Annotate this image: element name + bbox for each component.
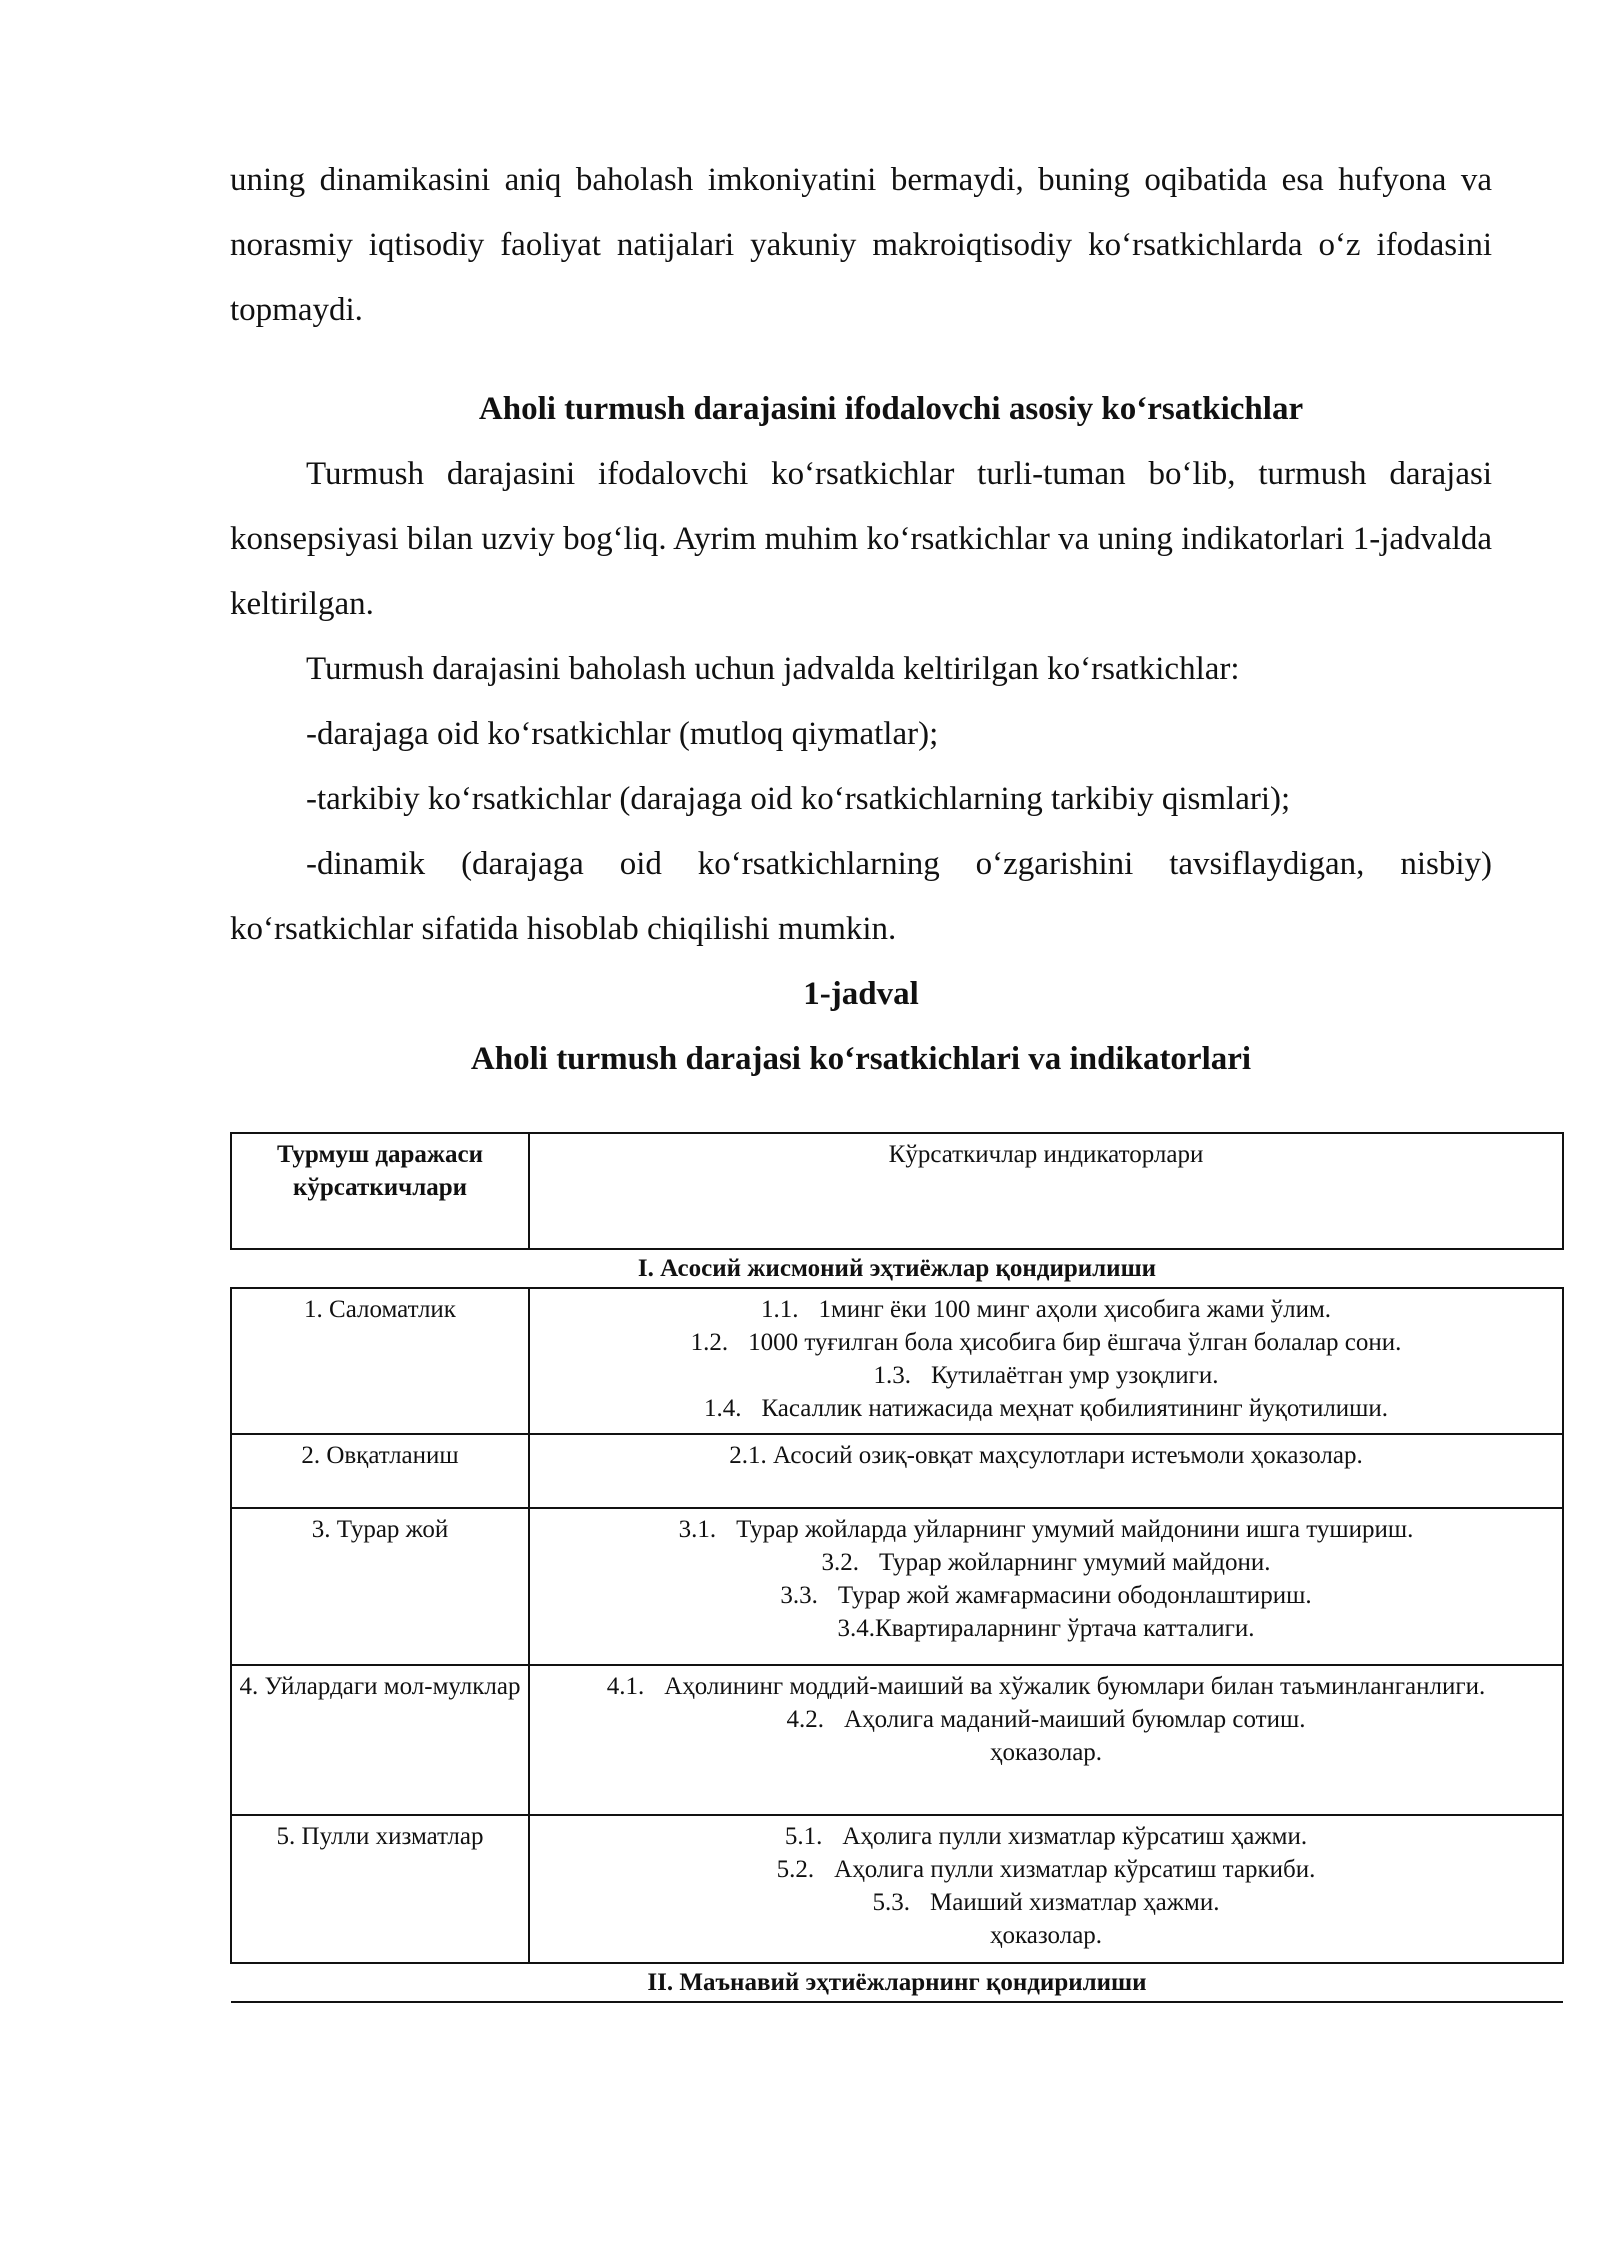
row-items: 2.1. Асосий озиқ-овқат маҳсулотлари истеъмоли ҳоказолар. [529, 1434, 1563, 1508]
row-name: 2. Овқатланиш [231, 1434, 529, 1508]
row-name: 5. Пулли хизматлар [231, 1815, 529, 1963]
header-col-indicator-items: Кўрсаткичлар индикаторлари [529, 1133, 1563, 1249]
row-name: 3. Турар жой [231, 1508, 529, 1665]
row-name: 1. Саломатлик [231, 1288, 529, 1434]
row-items: 4.1. Аҳолининг моддий-маиший ва хўжалик буюмлари билан таъминланганлиги. 4.2. Аҳолига маданий-маиший буюмлар сотиш. ҳоказолар. [529, 1665, 1563, 1815]
table-row [231, 1434, 1563, 1508]
table-row [231, 1815, 1563, 1963]
row-items: 3.1. Турар жойларда уйларнинг умумий майдонини ишга тушириш. 3.2. Турар жойларнинг умумий майдони. 3.3. Турар жой жамғармасини ободонлаштириш. 3.4.Квартираларнинг ўртача катталиги. [529, 1508, 1563, 1665]
row-items: 5.1. Аҳолига пулли хизматлар кўрсатиш ҳажми. 5.2. Аҳолига пулли хизматлар кўрсатиш таркиби. 5.3. Маиший хизматлар ҳажми. ҳоказолар. [529, 1815, 1563, 1963]
list-item-dynamic: -dinamik (darajaga oid ko‘rsatkichlarning o‘zgarishini tavsiflaydigan, nisbiy) ko‘rsatkichlar sifatida hisoblab chiqilishi mumkin. [230, 846, 1492, 947]
document-body [230, 148, 1492, 1092]
table-number: 1-jadval [803, 976, 919, 1012]
table-row [231, 1508, 1563, 1665]
row-items: 1.1. 1минг ёки 100 минг аҳоли ҳисобига жами ўлим. 1.2. 1000 туғилган бола ҳисобига бир ёшгача ўлган болалар сони. 1.3. Кутилаётган умр узоқлиги. 1.4. Касаллик натижасида меҳнат қобилиятининг йуқотилиши. [529, 1288, 1563, 1434]
indicators-table-wrap [230, 1132, 1564, 2003]
section-heading: Aholi turmush darajasini ifodalovchi asosiy ko‘rsatkichlar [478, 391, 1304, 427]
table-title: Aholi turmush darajasi ko‘rsatkichlari va indikatorlari [470, 1041, 1252, 1077]
section-row-physical: I. Асосий жисмоний эҳтиёжлар қондирилиши [231, 1249, 1563, 1288]
paragraph-intro: uning dinamikasini aniq baholash imkoniyatini bermaydi, buning oqibatida esa hufyona va norasmiy iqtisodiy faoliyat natijalari yakuniy makroiqtisodiy ko‘rsatkichlarda o‘z ifodasini topmaydi. [230, 162, 1492, 328]
table-row [231, 1665, 1563, 1815]
row-name: 4. Уйлардаги мол-мулклар [231, 1665, 529, 1815]
indicators-table [230, 1132, 1564, 2003]
list-item-structural: -tarkibiy ko‘rsatkichlar (darajaga oid ko‘rsatkichlarning tarkibiy qismlari); [306, 781, 1291, 817]
section-row-spiritual: II. Маънавий эҳтиёжларнинг қондирилиши [231, 1963, 1563, 2002]
paragraph-assessment: Turmush darajasini baholash uchun jadvalda keltirilgan ko‘rsatkichlar: [306, 651, 1240, 687]
header-col-indicators: Турмуш даражаси кўрсаткичлари [231, 1133, 529, 1249]
list-item-level: -darajaga oid ko‘rsatkichlar (mutloq qiymatlar); [306, 716, 939, 752]
paragraph-indicators: Turmush darajasini ifodalovchi ko‘rsatkichlar turli-tuman bo‘lib, turmush darajasi konsepsiyasi bilan uzviy bog‘liq. Ayrim muhim ko‘rsatkichlar va uning indikatorlari 1-jadvalda keltirilgan. [230, 456, 1492, 622]
table-row [231, 1288, 1563, 1434]
